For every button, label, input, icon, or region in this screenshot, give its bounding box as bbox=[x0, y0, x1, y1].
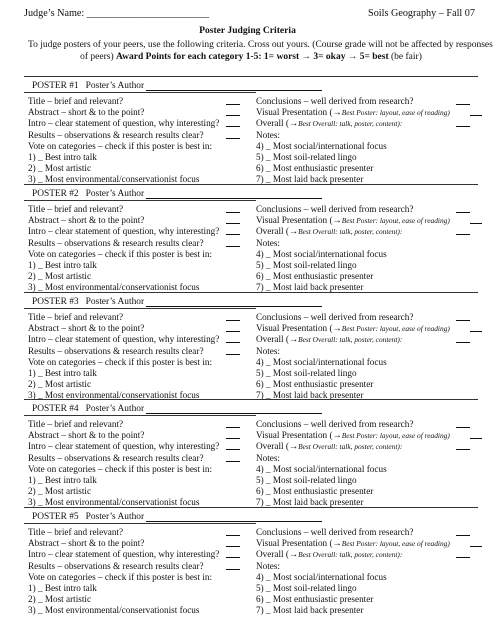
results-criterion bbox=[28, 561, 219, 572]
vote-prompt bbox=[28, 464, 219, 475]
criterion-label: Overall (→ bbox=[256, 226, 299, 237]
score-blank[interactable] bbox=[226, 126, 240, 127]
category-label: 1) _ Best intro talk bbox=[28, 582, 97, 593]
score-blank[interactable] bbox=[226, 461, 240, 462]
criterion-label: Results – observations & research results clear? bbox=[28, 345, 204, 356]
notes-label: Notes: bbox=[256, 237, 280, 248]
category-best-intro[interactable] bbox=[28, 152, 219, 163]
poster-heading bbox=[32, 511, 322, 522]
poster-section-3 bbox=[24, 292, 478, 399]
vote-label: Vote on categories – check if this poster is best in: bbox=[28, 248, 213, 259]
criterion-label: Abstract – short & to the point? bbox=[28, 215, 145, 226]
score-blank[interactable] bbox=[456, 449, 470, 450]
score-blank[interactable] bbox=[456, 126, 470, 127]
category-label: 1) _ Best intro talk bbox=[28, 151, 97, 162]
category-label: 6) _ Most enthusiastic presenter bbox=[256, 486, 374, 497]
category-label: 2) _ Most artistic bbox=[28, 271, 92, 282]
notes-label: Notes: bbox=[256, 129, 280, 140]
criteria-right-column bbox=[256, 419, 450, 509]
criteria-right-column bbox=[256, 96, 450, 186]
vote-label: Vote on categories – check if this poster is best in: bbox=[28, 463, 213, 474]
score-blank[interactable] bbox=[456, 234, 470, 235]
instructions-line-1: To judge posters of your peers, use the following criteria. Cross out yours. (Course grade will not be affected by responses bbox=[28, 40, 493, 50]
category-enthusiastic[interactable] bbox=[256, 379, 450, 390]
author-label: Poster’s Author bbox=[85, 512, 145, 522]
poster-heading bbox=[32, 403, 322, 414]
score-blank[interactable] bbox=[226, 546, 240, 547]
abstract-criterion bbox=[28, 107, 219, 118]
conclusions-criterion bbox=[256, 312, 450, 323]
criterion-note: Best Poster: layout, ease of reading) bbox=[341, 216, 450, 226]
course-label: Soils Geography – Fall 07 bbox=[368, 8, 475, 19]
score-blank[interactable] bbox=[226, 557, 240, 558]
criterion-note: Best Poster: layout, ease of reading) bbox=[341, 108, 450, 118]
notes-row[interactable] bbox=[256, 130, 450, 141]
score-blank[interactable] bbox=[226, 438, 240, 439]
poster-heading bbox=[32, 296, 322, 307]
score-blank[interactable] bbox=[456, 104, 470, 105]
score-blank[interactable] bbox=[226, 115, 240, 116]
category-label: 3) _ Most environmental/conservationist focus bbox=[28, 605, 200, 616]
criterion-label: Title – brief and relevant? bbox=[28, 204, 124, 214]
category-label: 4) _ Most social/international focus bbox=[256, 248, 387, 259]
abstract-criterion bbox=[28, 215, 219, 226]
criterion-label: Title – brief and relevant? bbox=[28, 419, 124, 429]
criteria-right-column bbox=[256, 527, 450, 617]
criterion-label: Intro – clear statement of question, why interesting? bbox=[28, 441, 220, 452]
score-blank[interactable] bbox=[470, 546, 482, 547]
visual-criterion bbox=[256, 107, 450, 118]
criteria-left-column bbox=[28, 419, 219, 509]
criterion-label: Abstract – short & to the point? bbox=[28, 107, 145, 118]
section-divider bbox=[24, 292, 478, 293]
vote-prompt bbox=[28, 357, 219, 368]
heading-rule bbox=[24, 200, 256, 201]
criterion-label: Results – observations & research results clear? bbox=[28, 452, 204, 463]
poster-number: POSTER #4 bbox=[32, 404, 79, 414]
criterion-note: Best Poster: layout, ease of reading) bbox=[341, 431, 450, 441]
poster-section-5 bbox=[24, 507, 478, 614]
score-blank[interactable] bbox=[226, 569, 240, 570]
score-blank[interactable] bbox=[470, 115, 482, 116]
category-label: 1) _ Best intro talk bbox=[28, 474, 97, 485]
category-label: 5) _ Most soil-related lingo bbox=[256, 582, 357, 593]
author-label: Poster’s Author bbox=[85, 297, 145, 307]
category-label: 2) _ Most artistic bbox=[28, 486, 92, 497]
criteria-left-column bbox=[28, 527, 219, 617]
category-label: 5) _ Most soil-related lingo bbox=[256, 474, 357, 485]
category-social[interactable] bbox=[256, 357, 450, 368]
category-social[interactable] bbox=[256, 572, 450, 583]
score-blank[interactable] bbox=[226, 138, 240, 139]
criterion-label: Overall (→ bbox=[256, 118, 299, 129]
vote-label: Vote on categories – check if this poster is best in: bbox=[28, 571, 213, 582]
criterion-label: Conclusions – well derived from research? bbox=[256, 527, 414, 537]
category-laid-back[interactable] bbox=[256, 605, 450, 616]
poster-number: POSTER #3 bbox=[32, 297, 79, 307]
score-blank[interactable] bbox=[470, 331, 482, 332]
criterion-label: Title – brief and relevant? bbox=[28, 96, 124, 106]
conclusions-criterion bbox=[256, 204, 450, 215]
poster-section-1 bbox=[24, 76, 478, 183]
category-most-artistic[interactable] bbox=[28, 163, 219, 174]
criterion-label: Visual Presentation (→ bbox=[256, 107, 342, 118]
category-best-intro[interactable] bbox=[28, 583, 219, 594]
heading-rule bbox=[24, 92, 256, 93]
category-soil-lingo[interactable] bbox=[256, 368, 450, 379]
conclusions-criterion bbox=[256, 96, 450, 107]
category-label: 7) _ Most laid back presenter bbox=[256, 497, 364, 508]
category-soil-lingo[interactable] bbox=[256, 260, 450, 271]
heading-rule bbox=[24, 308, 256, 309]
score-blank[interactable] bbox=[470, 223, 482, 224]
instructions-line-2-plain: of peers) bbox=[80, 51, 116, 62]
category-label: 3) _ Most environmental/conservationist focus bbox=[28, 282, 200, 293]
instructions-tail: (be fair) bbox=[388, 51, 422, 62]
notes-row[interactable] bbox=[256, 453, 450, 464]
page-title: Poster Judging Criteria bbox=[199, 25, 296, 36]
criterion-label: Abstract – short & to the point? bbox=[28, 538, 145, 549]
criterion-label: Overall (→ bbox=[256, 441, 299, 452]
category-most-artistic[interactable] bbox=[28, 486, 219, 497]
abstract-criterion bbox=[28, 323, 219, 334]
criterion-note: Best Overall: talk, poster, content): bbox=[298, 335, 403, 345]
category-label: 1) _ Best intro talk bbox=[28, 367, 97, 378]
criteria-left-column bbox=[28, 312, 219, 402]
category-social[interactable] bbox=[256, 249, 450, 260]
category-label: 2) _ Most artistic bbox=[28, 379, 92, 390]
notes-row[interactable] bbox=[256, 346, 450, 357]
abstract-criterion bbox=[28, 430, 219, 441]
vote-label: Vote on categories – check if this poster is best in: bbox=[28, 356, 213, 367]
score-blank[interactable] bbox=[226, 342, 240, 343]
score-blank[interactable] bbox=[226, 320, 240, 321]
score-blank[interactable] bbox=[226, 223, 240, 224]
intro-criterion bbox=[28, 226, 219, 237]
criterion-label: Results – observations & research results clear? bbox=[28, 560, 204, 571]
category-label: 3) _ Most environmental/conservationist focus bbox=[28, 174, 200, 185]
score-blank[interactable] bbox=[226, 331, 240, 332]
score-blank[interactable] bbox=[226, 104, 240, 105]
overall-criterion bbox=[256, 226, 450, 237]
category-label: 6) _ Most enthusiastic presenter bbox=[256, 379, 374, 390]
heading-rule bbox=[24, 523, 256, 524]
title-criterion bbox=[28, 419, 219, 430]
section-divider bbox=[24, 76, 478, 77]
category-environmental[interactable] bbox=[28, 605, 219, 616]
overall-criterion bbox=[256, 118, 450, 129]
category-label: 5) _ Most soil-related lingo bbox=[256, 259, 357, 270]
category-label: 7) _ Most laid back presenter bbox=[256, 282, 364, 293]
category-label: 6) _ Most enthusiastic presenter bbox=[256, 163, 374, 174]
conclusions-criterion bbox=[256, 419, 450, 430]
score-blank[interactable] bbox=[470, 438, 482, 439]
criterion-note: Best Poster: layout, ease of reading) bbox=[341, 324, 450, 334]
category-social[interactable] bbox=[256, 464, 450, 475]
category-label: 4) _ Most social/international focus bbox=[256, 463, 387, 474]
criterion-note: Best Overall: talk, poster, content): bbox=[298, 227, 403, 237]
notes-row[interactable] bbox=[256, 561, 450, 572]
category-label: 1) _ Best intro talk bbox=[28, 259, 97, 270]
category-best-intro[interactable] bbox=[28, 368, 219, 379]
instructions-line-2 bbox=[28, 52, 474, 64]
author-label: Poster’s Author bbox=[85, 189, 145, 199]
notes-label: Notes: bbox=[256, 452, 280, 463]
visual-criterion bbox=[256, 215, 450, 226]
section-divider bbox=[24, 184, 478, 185]
poster-number: POSTER #1 bbox=[32, 81, 79, 91]
visual-criterion bbox=[256, 323, 450, 334]
category-most-artistic[interactable] bbox=[28, 379, 219, 390]
title-criterion bbox=[28, 96, 219, 107]
title-criterion bbox=[28, 312, 219, 323]
criterion-label: Overall (→ bbox=[256, 334, 299, 345]
category-most-artistic[interactable] bbox=[28, 594, 219, 605]
intro-criterion bbox=[28, 118, 219, 129]
author-field[interactable] bbox=[146, 296, 322, 307]
score-blank[interactable] bbox=[226, 449, 240, 450]
vote-prompt bbox=[28, 141, 219, 152]
author-field[interactable] bbox=[146, 188, 322, 199]
poster-heading bbox=[32, 188, 322, 199]
intro-criterion bbox=[28, 334, 219, 345]
visual-criterion bbox=[256, 430, 450, 441]
category-best-intro[interactable] bbox=[28, 260, 219, 271]
criteria-right-column bbox=[256, 312, 450, 402]
criterion-label: Overall (→ bbox=[256, 549, 299, 560]
criterion-label: Visual Presentation (→ bbox=[256, 430, 342, 441]
overall-criterion bbox=[256, 334, 450, 345]
category-label: 6) _ Most enthusiastic presenter bbox=[256, 594, 374, 605]
results-criterion bbox=[28, 453, 219, 464]
poster-number: POSTER #5 bbox=[32, 512, 79, 522]
poster-number: POSTER #2 bbox=[32, 189, 79, 199]
criterion-label: Visual Presentation (→ bbox=[256, 538, 342, 549]
score-blank[interactable] bbox=[226, 234, 240, 235]
category-label: 4) _ Most social/international focus bbox=[256, 140, 387, 151]
notes-row[interactable] bbox=[256, 238, 450, 249]
score-blank[interactable] bbox=[226, 354, 240, 355]
vote-prompt bbox=[28, 572, 219, 583]
criterion-note: Best Poster: layout, ease of reading) bbox=[341, 539, 450, 549]
category-enthusiastic[interactable] bbox=[256, 594, 450, 605]
category-best-intro[interactable] bbox=[28, 475, 219, 486]
poster-section-2 bbox=[24, 184, 478, 291]
category-soil-lingo[interactable] bbox=[256, 583, 450, 594]
criteria-left-column bbox=[28, 96, 219, 186]
category-label: 3) _ Most environmental/conservationist focus bbox=[28, 390, 200, 401]
notes-label: Notes: bbox=[256, 345, 280, 356]
category-soil-lingo[interactable] bbox=[256, 152, 450, 163]
criterion-label: Title – brief and relevant? bbox=[28, 527, 124, 537]
category-label: 4) _ Most social/international focus bbox=[256, 356, 387, 367]
judge-name-label: Judge’s Name: ________________________ bbox=[24, 8, 210, 19]
criterion-label: Intro – clear statement of question, why interesting? bbox=[28, 226, 220, 237]
results-criterion bbox=[28, 130, 219, 141]
author-label: Poster’s Author bbox=[85, 404, 145, 414]
category-label: 4) _ Most social/international focus bbox=[256, 571, 387, 582]
title-criterion bbox=[28, 204, 219, 215]
category-soil-lingo[interactable] bbox=[256, 475, 450, 486]
criterion-label: Intro – clear statement of question, why interesting? bbox=[28, 334, 220, 345]
criterion-label: Results – observations & research results clear? bbox=[28, 237, 204, 248]
score-blank[interactable] bbox=[456, 212, 470, 213]
score-blank[interactable] bbox=[456, 320, 470, 321]
page-header bbox=[24, 8, 475, 22]
criterion-label: Visual Presentation (→ bbox=[256, 215, 342, 226]
score-blank[interactable] bbox=[456, 427, 470, 428]
poster-heading bbox=[32, 80, 322, 91]
criterion-label: Conclusions – well derived from research? bbox=[256, 419, 414, 429]
score-blank[interactable] bbox=[456, 557, 470, 558]
criterion-label: Abstract – short & to the point? bbox=[28, 430, 145, 441]
category-label: 7) _ Most laid back presenter bbox=[256, 174, 364, 185]
criterion-note: Best Overall: talk, poster, content): bbox=[298, 442, 403, 452]
criterion-label: Intro – clear statement of question, why interesting? bbox=[28, 549, 220, 560]
criterion-label: Results – observations & research results clear? bbox=[28, 129, 204, 140]
overall-criterion bbox=[256, 441, 450, 452]
category-enthusiastic[interactable] bbox=[256, 271, 450, 282]
category-enthusiastic[interactable] bbox=[256, 163, 450, 174]
conclusions-criterion bbox=[256, 527, 450, 538]
criterion-label: Intro – clear statement of question, why interesting? bbox=[28, 118, 220, 129]
score-blank[interactable] bbox=[226, 246, 240, 247]
author-field[interactable] bbox=[146, 403, 322, 414]
author-field[interactable] bbox=[146, 511, 322, 522]
overall-criterion bbox=[256, 549, 450, 560]
author-label: Poster’s Author bbox=[85, 81, 145, 91]
title-criterion bbox=[28, 527, 219, 538]
criterion-note: Best Overall: talk, poster, content): bbox=[298, 119, 403, 129]
category-most-artistic[interactable] bbox=[28, 271, 219, 282]
criteria-left-column bbox=[28, 204, 219, 294]
heading-rule bbox=[24, 415, 256, 416]
category-label: 2) _ Most artistic bbox=[28, 163, 92, 174]
category-label: 7) _ Most laid back presenter bbox=[256, 605, 364, 616]
category-label: 2) _ Most artistic bbox=[28, 594, 92, 605]
author-field[interactable] bbox=[146, 80, 322, 91]
score-blank[interactable] bbox=[226, 212, 240, 213]
criterion-note: Best Overall: talk, poster, content): bbox=[298, 550, 403, 560]
results-criterion bbox=[28, 238, 219, 249]
category-label: 5) _ Most soil-related lingo bbox=[256, 367, 357, 378]
criterion-label: Visual Presentation (→ bbox=[256, 323, 342, 334]
instructions bbox=[28, 40, 493, 63]
visual-criterion bbox=[256, 538, 450, 549]
vote-label: Vote on categories – check if this poster is best in: bbox=[28, 140, 213, 151]
score-blank[interactable] bbox=[456, 342, 470, 343]
category-label: 3) _ Most environmental/conservationist focus bbox=[28, 497, 200, 508]
notes-label: Notes: bbox=[256, 560, 280, 571]
category-label: 6) _ Most enthusiastic presenter bbox=[256, 271, 374, 282]
criteria-right-column bbox=[256, 204, 450, 294]
criterion-label: Conclusions – well derived from research? bbox=[256, 312, 414, 322]
score-blank[interactable] bbox=[456, 535, 470, 536]
poster-section-4 bbox=[24, 399, 478, 506]
category-label: 7) _ Most laid back presenter bbox=[256, 390, 364, 401]
section-divider bbox=[24, 507, 478, 508]
intro-criterion bbox=[28, 441, 219, 452]
score-blank[interactable] bbox=[226, 427, 240, 428]
score-blank[interactable] bbox=[226, 535, 240, 536]
vote-prompt bbox=[28, 249, 219, 260]
category-label: 5) _ Most soil-related lingo bbox=[256, 151, 357, 162]
criterion-label: Conclusions – well derived from research? bbox=[256, 204, 414, 214]
instructions-points-scale: Award Points for each category 1-5: 1= worst → 3= okay → 5= best bbox=[116, 51, 389, 62]
category-social[interactable] bbox=[256, 141, 450, 152]
criterion-label: Title – brief and relevant? bbox=[28, 312, 124, 322]
section-divider bbox=[24, 399, 478, 400]
results-criterion bbox=[28, 346, 219, 357]
intro-criterion bbox=[28, 549, 219, 560]
category-enthusiastic[interactable] bbox=[256, 486, 450, 497]
criterion-label: Conclusions – well derived from research? bbox=[256, 96, 414, 106]
abstract-criterion bbox=[28, 538, 219, 549]
criterion-label: Abstract – short & to the point? bbox=[28, 323, 145, 334]
